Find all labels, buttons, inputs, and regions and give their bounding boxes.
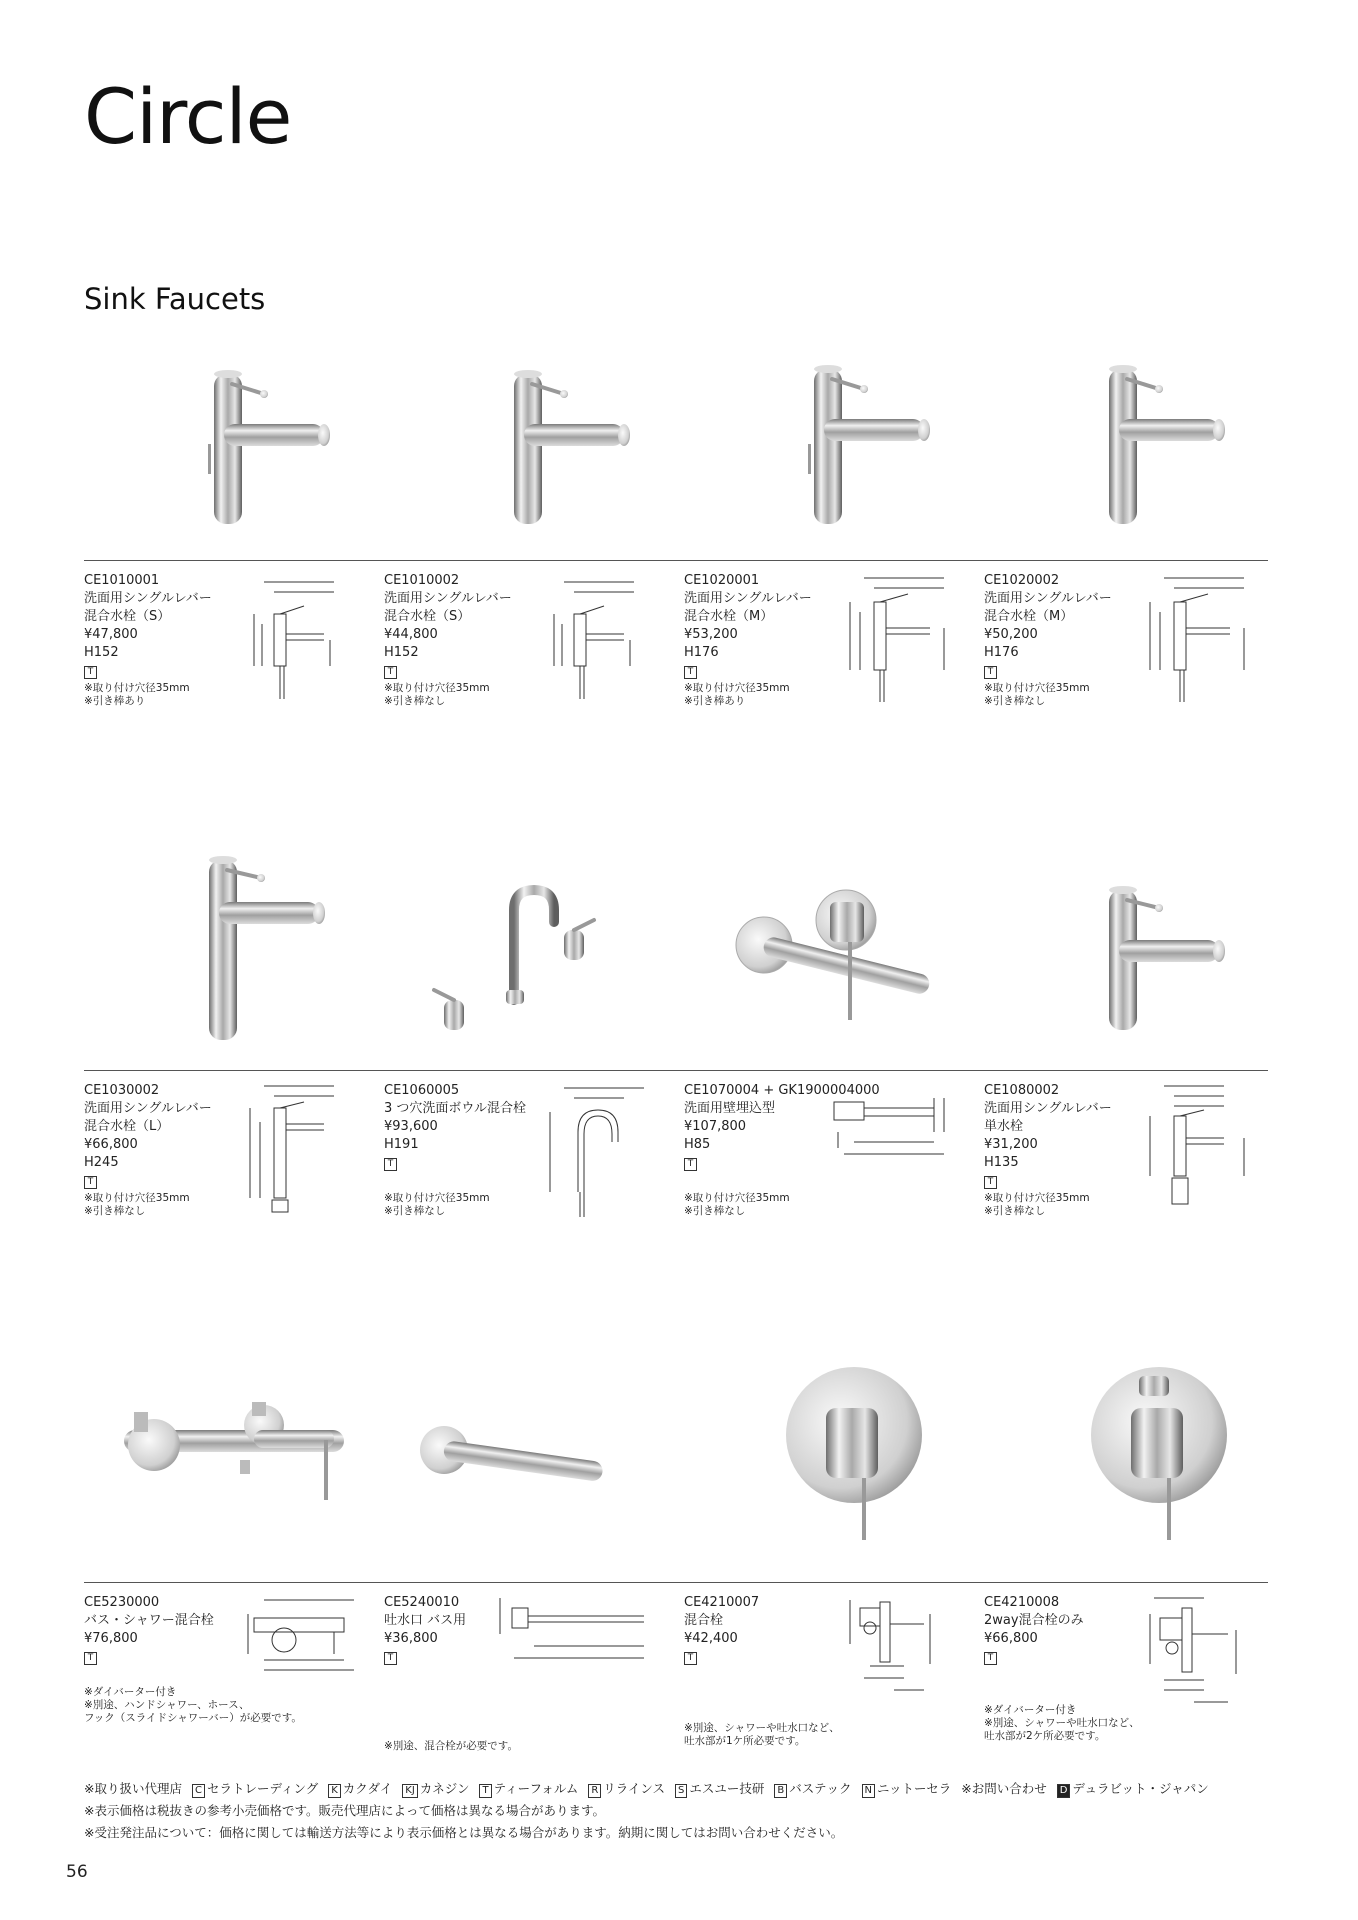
product-height: H152 xyxy=(384,645,419,660)
product-code: CE5230000 xyxy=(84,1595,160,1610)
agent-name: エスユー技研 xyxy=(689,1781,765,1796)
product-name: 3 つ穴洗面ボウル混合栓 xyxy=(384,1101,527,1116)
product-note: ※引き棒なし xyxy=(384,1205,446,1217)
product-name: 洗面用シングルレバー xyxy=(684,591,812,606)
product-note: ※取り付け穴径35mm xyxy=(984,1192,1090,1204)
agent-key: K xyxy=(328,1784,341,1798)
product-name: 洗面用シングルレバー xyxy=(84,1101,212,1116)
agent-key: T xyxy=(479,1784,491,1798)
faucet-image-ce1020002 xyxy=(1079,364,1239,544)
product-note: 吐水部が1ケ所必要です。 xyxy=(684,1735,806,1747)
product-height: H135 xyxy=(984,1155,1019,1170)
product-name-2: 混合水栓（L） xyxy=(84,1119,170,1134)
product-code: CE1010001 xyxy=(84,573,160,588)
product-price: ¥47,800 xyxy=(84,627,138,642)
faucet-image-ce5240010 xyxy=(414,1410,614,1510)
section-subtitle: Sink Faucets xyxy=(84,282,266,316)
product-note: ※取り付け穴径35mm xyxy=(84,682,190,694)
row-divider xyxy=(84,560,1268,561)
product-code: CE1070004 + GK1900004000 xyxy=(684,1083,880,1098)
agent-key: S xyxy=(675,1784,687,1798)
faucet-image-ce1020001 xyxy=(784,364,944,544)
agent-badge: T xyxy=(684,666,697,679)
spacer xyxy=(84,1668,254,1686)
agent-name: セラトレーディング xyxy=(206,1781,319,1796)
faucet-image-ce4210008 xyxy=(1079,1360,1239,1550)
spacer xyxy=(984,1668,1154,1704)
page-number: 56 xyxy=(66,1862,88,1882)
agent-key: B xyxy=(774,1784,787,1798)
product-note: ※取り付け穴径35mm xyxy=(84,1192,190,1204)
product-height: H191 xyxy=(384,1137,419,1152)
technical-drawing xyxy=(1144,1082,1254,1217)
order-note: ※受注発注品について：価格に関しては輸送方法等により表示価格とは異なる場合があります。納期に関してはお問い合わせください。 xyxy=(84,1825,844,1840)
product-name-2: 混合水栓（M） xyxy=(684,609,774,624)
technical-drawing xyxy=(844,572,954,707)
product-price: ¥44,800 xyxy=(384,627,438,642)
product-note: ※引き棒なし xyxy=(84,1205,146,1217)
agent-key: C xyxy=(192,1784,205,1798)
agent-key: N xyxy=(862,1784,875,1798)
product-code: CE1010002 xyxy=(384,573,460,588)
faucet-image-ce1030002 xyxy=(179,840,339,1050)
product-name: 洗面用シングルレバー xyxy=(984,591,1112,606)
product-height: H85 xyxy=(684,1137,711,1152)
product-price: ¥107,800 xyxy=(684,1119,747,1134)
product-price: ¥36,800 xyxy=(384,1631,438,1646)
footer-notes xyxy=(84,1778,1209,1844)
page-title: Circle xyxy=(84,72,292,161)
product-note: ※別途、ハンドシャワー、ホース、 xyxy=(84,1699,250,1711)
technical-drawing xyxy=(244,1082,354,1222)
faucet-image-ce5230000 xyxy=(114,1390,354,1540)
product-name: 洗面用シングルレバー xyxy=(84,591,212,606)
agent-name: カネジン xyxy=(419,1781,470,1796)
product-name-2: 混合水栓（M） xyxy=(984,609,1074,624)
technical-drawing xyxy=(244,574,344,704)
row-divider xyxy=(84,1582,1268,1583)
product-price: ¥76,800 xyxy=(84,1631,138,1646)
product-note: ※取り付け穴径35mm xyxy=(384,682,490,694)
product-code: CE1020002 xyxy=(984,573,1060,588)
product-note: ※引き棒なし xyxy=(984,1205,1046,1217)
agent-key-dark: D xyxy=(1057,1784,1071,1798)
product-code: CE1060005 xyxy=(384,1083,460,1098)
technical-drawing xyxy=(544,574,644,704)
product-code: CE5240010 xyxy=(384,1595,460,1610)
faucet-image-ce1010002 xyxy=(484,364,644,544)
technical-drawing xyxy=(1144,572,1254,707)
agent-name: カクダイ xyxy=(342,1781,393,1796)
product-code: CE1020001 xyxy=(684,573,760,588)
product-name: 2way混合栓のみ xyxy=(984,1613,1084,1628)
agent-badge: T xyxy=(84,1652,97,1665)
agent-name: ティーフォルム xyxy=(493,1781,579,1796)
faucet-image-ce1070004 xyxy=(734,880,954,1030)
agent-badge: T xyxy=(384,666,397,679)
product-height: H176 xyxy=(984,645,1019,660)
product-name: バス・シャワー混合栓 xyxy=(84,1613,214,1628)
product-note: ※引き棒あり xyxy=(684,695,746,707)
product-height: H152 xyxy=(84,645,119,660)
product-price: ¥50,200 xyxy=(984,627,1038,642)
product-height: H176 xyxy=(684,645,719,660)
agent-badge: T xyxy=(984,1652,997,1665)
row-divider xyxy=(84,1070,1268,1071)
product-name-2: 混合水栓（S） xyxy=(84,609,171,624)
product-code: CE4210008 xyxy=(984,1595,1060,1610)
agent-badge: T xyxy=(684,1652,697,1665)
product-price: ¥53,200 xyxy=(684,627,738,642)
agent-badge: T xyxy=(984,666,997,679)
product-price: ¥42,400 xyxy=(684,1631,738,1646)
technical-drawing xyxy=(824,1092,954,1182)
product-height: H245 xyxy=(84,1155,119,1170)
product-price: ¥31,200 xyxy=(984,1137,1038,1152)
agent-badge: T xyxy=(684,1158,697,1171)
product-name: 吐水口 バス用 xyxy=(384,1613,467,1628)
technical-drawing xyxy=(544,1082,654,1222)
product-note: ※別途、シャワーや吐水口など、 xyxy=(684,1722,840,1734)
agent-key: R xyxy=(588,1784,601,1798)
agent-legend xyxy=(84,1778,1209,1800)
product-name: 洗面用シングルレバー xyxy=(984,1101,1112,1116)
technical-drawing xyxy=(494,1594,654,1684)
agent-legend-prefix: ※取り扱い代理店 xyxy=(84,1781,182,1796)
faucet-image-ce4210007 xyxy=(774,1360,934,1550)
product-name-2: 単水栓 xyxy=(984,1119,1024,1134)
product-name-2: 混合水栓（S） xyxy=(384,609,471,624)
product-note: ※別途、シャワーや吐水口など、 xyxy=(984,1717,1140,1729)
product-name: 洗面用壁埋込型 xyxy=(684,1101,776,1116)
faucet-image-ce1080002 xyxy=(1079,880,1239,1040)
product-price: ¥66,800 xyxy=(984,1631,1038,1646)
product-note: ※ダイバーター付き xyxy=(84,1686,177,1698)
product-note: ※取り付け穴径35mm xyxy=(684,682,790,694)
agent-badge: T xyxy=(384,1158,397,1171)
product-note: ※別途、混合栓が必要です。 xyxy=(384,1740,518,1752)
faucet-image-ce1010001 xyxy=(184,364,344,544)
product-note: ※引き棒あり xyxy=(84,695,146,707)
agent-key: KJ xyxy=(402,1784,418,1798)
product-note: ※取り付け穴径35mm xyxy=(384,1192,490,1204)
agent-name: デュラビット・ジャパン xyxy=(1072,1781,1209,1796)
product-name: 混合栓 xyxy=(684,1613,724,1628)
product-note: ※引き棒なし xyxy=(984,695,1046,707)
product-code: CE1030002 xyxy=(84,1083,160,1098)
agent-badge: T xyxy=(84,1176,97,1189)
product-price: ¥93,600 xyxy=(384,1119,438,1134)
agent-badge: T xyxy=(984,1176,997,1189)
agent-badge: T xyxy=(384,1652,397,1665)
agent-badge: T xyxy=(84,666,97,679)
spacer xyxy=(684,1668,854,1722)
product-note: ※取り付け穴径35mm xyxy=(684,1192,790,1204)
product-price: ¥66,800 xyxy=(84,1137,138,1152)
price-note: ※表示価格は税抜きの参考小売価格です。販売代理店によって価格は異なる場合があります。 xyxy=(84,1803,605,1818)
product-code: CE1080002 xyxy=(984,1083,1060,1098)
agent-name: バステック xyxy=(789,1781,852,1796)
product-note: ※ダイバーター付き xyxy=(984,1704,1077,1716)
product-note: フック（スライドシャワーバー）が必要です。 xyxy=(84,1712,302,1724)
inquiry-label: ※お問い合わせ xyxy=(961,1781,1047,1796)
technical-drawing xyxy=(1144,1594,1264,1714)
spacer xyxy=(384,1174,554,1192)
product-note: ※取り付け穴径35mm xyxy=(984,682,1090,694)
agent-name: リラインス xyxy=(603,1781,666,1796)
product-note: ※引き棒なし xyxy=(384,695,446,707)
product-note: 吐水部が2ケ所必要です。 xyxy=(984,1730,1106,1742)
product-note: ※引き棒なし xyxy=(684,1205,746,1217)
technical-drawing xyxy=(844,1594,964,1704)
faucet-image-ce1060005 xyxy=(404,870,614,1040)
product-code: CE4210007 xyxy=(684,1595,760,1610)
product-name: 洗面用シングルレバー xyxy=(384,591,512,606)
technical-drawing xyxy=(234,1594,364,1684)
agent-name: ニットーセラ xyxy=(877,1781,952,1796)
